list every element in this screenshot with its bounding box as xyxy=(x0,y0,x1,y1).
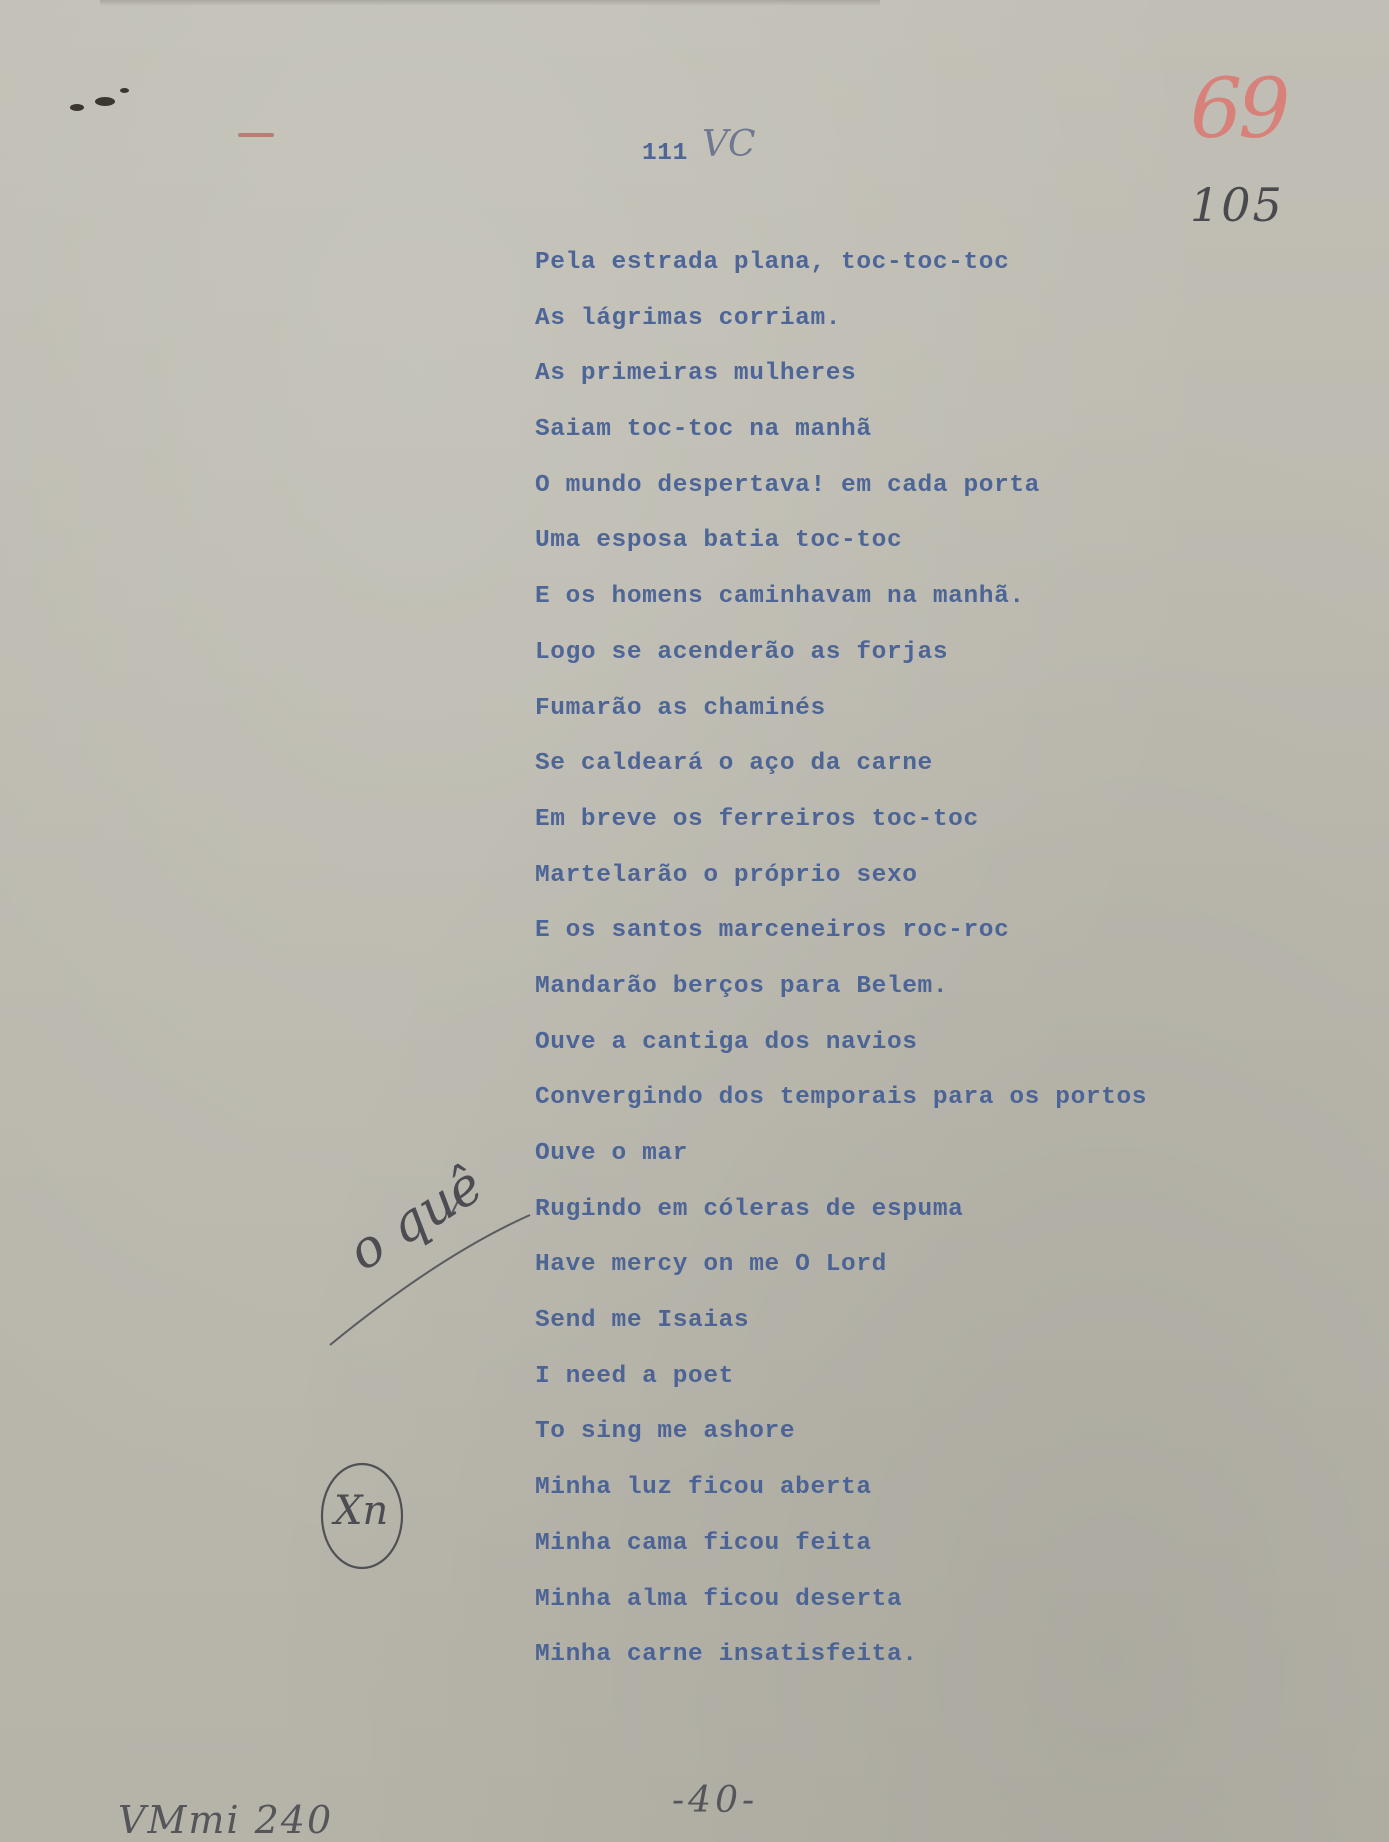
ink-blot xyxy=(95,97,115,106)
margin-pencil-note: o quê xyxy=(338,1154,494,1283)
poem-line: Logo se acenderão as forjas xyxy=(535,638,949,666)
typed-page-number: 111 xyxy=(642,140,688,167)
poem-line: As primeiras mulheres xyxy=(535,360,857,388)
poem-line: Ouve a cantiga dos navios xyxy=(535,1028,918,1056)
ink-blot xyxy=(120,88,129,93)
poem-line: Minha carne insatisfeita. xyxy=(535,1641,918,1669)
poem-line: I need a poet xyxy=(535,1362,734,1390)
paper-top-edge xyxy=(100,0,880,6)
poem-line: Em breve os ferreiros toc-toc xyxy=(535,805,979,833)
poem-line: Minha alma ficou deserta xyxy=(535,1585,903,1613)
poem-line: As lágrimas corriam. xyxy=(535,304,842,332)
poem-line: Pela estrada plana, toc-toc-toc xyxy=(535,249,1010,276)
ink-blot xyxy=(70,104,84,111)
poem-text xyxy=(535,248,1147,1696)
poem-line: Have mercy on me O Lord xyxy=(535,1251,887,1279)
poem-line: E os santos marceneiros roc-roc xyxy=(535,917,1010,945)
poem-line: Minha luz ficou aberta xyxy=(535,1474,872,1502)
poem-line: To sing me ashore xyxy=(535,1418,796,1446)
poem-line: Saiam toc-toc na manhã xyxy=(535,416,872,444)
poem-line: Ouve o mar xyxy=(535,1140,689,1167)
poem-line: Minha cama ficou feita xyxy=(535,1529,872,1557)
poem-line: Fumarão as chaminés xyxy=(535,694,826,722)
circled-mark: Xn xyxy=(334,1488,389,1534)
archive-code: VMmi 240 xyxy=(118,1798,334,1842)
poem-line: Uma esposa batia toc-toc xyxy=(535,527,903,555)
poem-line: Send me Isaias xyxy=(535,1307,750,1335)
poem-line: Rugindo em cóleras de espuma xyxy=(535,1195,964,1223)
poem-line: O mundo despertava! em cada porta xyxy=(535,471,1040,499)
handwritten-vc-mark: VC xyxy=(702,124,756,165)
red-mark xyxy=(238,133,274,137)
poem-line: E os homens caminhavam na manhã. xyxy=(535,583,1025,611)
red-folio-number: 69 xyxy=(1190,62,1287,157)
poem-line: Martelarão o próprio sexo xyxy=(535,861,918,889)
poem-line: Convergindo dos temporais para os portos xyxy=(535,1084,1148,1112)
pencil-folio-number: 105 xyxy=(1190,178,1284,232)
page-number-footer: -40- xyxy=(672,1780,759,1821)
poem-line: Se caldeará o aço da carne xyxy=(535,750,933,778)
poem-line: Mandarão berços para Belem. xyxy=(535,972,949,1000)
